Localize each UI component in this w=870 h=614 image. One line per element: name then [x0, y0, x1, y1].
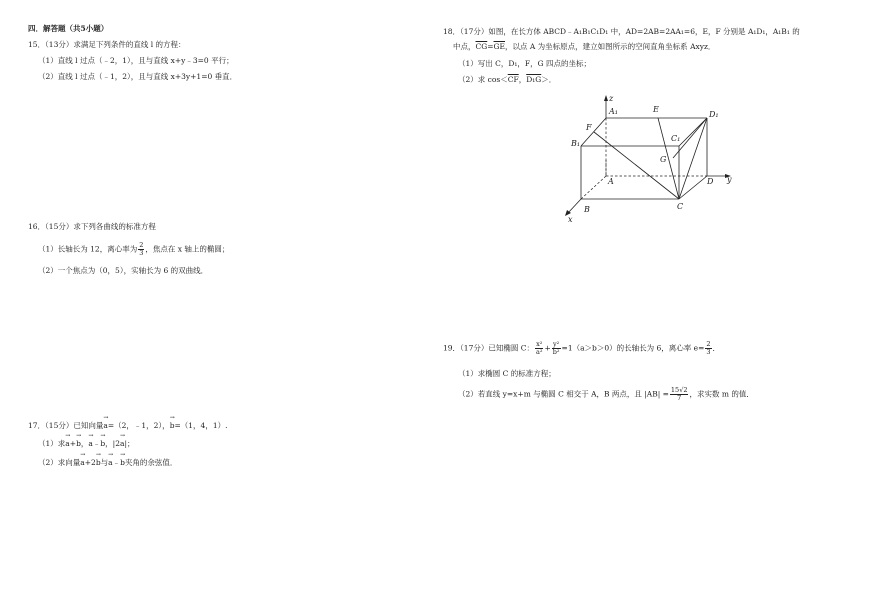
label-b: B	[584, 205, 590, 214]
text: +	[544, 343, 551, 353]
label-d: D	[707, 177, 714, 186]
vector-cg: $\overline{CG}$	[475, 42, 488, 51]
text: ．	[712, 343, 721, 353]
vector-a: → a	[120, 439, 124, 449]
q17-stem-c: =（1，4，1）.	[174, 421, 228, 430]
frac-denominator: 3	[139, 249, 144, 257]
vector-b: → b	[96, 458, 101, 468]
frac-denominator: 3	[706, 348, 711, 356]
vector-a: → a	[88, 439, 92, 449]
vector-a: → a	[108, 458, 112, 468]
q17-stem-b: =（2，﹣1，2），	[107, 421, 170, 430]
text: =	[487, 42, 494, 51]
q17-stem-a: 17．（15分）已知向量	[28, 421, 104, 430]
vector-d1g: D₁G	[526, 75, 542, 84]
text: （1）求	[38, 439, 66, 448]
edge-c1d1	[679, 118, 707, 146]
z-axis-arrow	[604, 95, 608, 101]
frac-denominator: b²	[552, 348, 560, 356]
x-axis	[568, 199, 581, 213]
edge-b1a1	[581, 118, 606, 146]
label-y: y	[727, 175, 732, 184]
vector-a: → a	[103, 421, 107, 431]
label-c: C	[677, 202, 684, 211]
q16-part2: （2）一个焦点为（0，5），实轴长为 6 的双曲线．	[38, 266, 209, 275]
q19-part1: （1）求椭圆 C 的标准方程；	[458, 369, 556, 378]
text: ﹣	[92, 439, 101, 448]
frac-numerator: x²	[536, 340, 543, 348]
q16-part1-text-a: （1）长轴长为 12，离心率为	[38, 244, 138, 254]
vector-b: → b	[76, 439, 81, 449]
q15-stem: 15．（13分）求满足下列条件的直线 l 的方程：	[28, 40, 186, 49]
label-f: F	[586, 123, 592, 132]
text: 19．（17分）已知椭圆 C：	[443, 343, 534, 353]
frac-numerator: 2	[706, 340, 711, 348]
frac-numerator: y²	[553, 340, 560, 348]
vector-cf: $\overline{CF}$	[507, 75, 519, 84]
vector-b: → b	[170, 421, 175, 431]
text: ，|2	[105, 439, 120, 448]
text: |；	[124, 439, 135, 448]
label-e: E	[653, 105, 659, 114]
frac-denominator: 7	[677, 394, 682, 402]
q19-part2	[458, 387, 754, 402]
q16-part1	[38, 242, 229, 257]
label-z: z	[609, 94, 614, 103]
text: ，求实数 m 的值．	[689, 389, 754, 399]
vector-ge: $\overline{GE}$	[493, 42, 505, 51]
text: 夹角的余弦值．	[124, 458, 178, 467]
q18-line1: 18．（17分）如图，在长方体 ABCD﹣A₁B₁C₁D₁ 中，AD=2AB=2AA₁=6，E，F 分别是 A₁D₁，A₁B₁ 的	[443, 27, 800, 36]
q18-part1: （1）写出 C，D₁，F，G 四点的坐标；	[458, 59, 591, 68]
text: +	[69, 439, 77, 448]
q16-stem: 16．（15分）求下列各曲线的标准方程	[28, 222, 156, 231]
segment-cd1	[679, 118, 707, 199]
label-c1: C₁	[671, 134, 681, 143]
q17-part2	[38, 458, 177, 468]
label-a: A	[608, 177, 614, 186]
q19-y-fraction	[552, 341, 561, 356]
cuboid-figure	[556, 92, 746, 224]
text: （2）求向量	[38, 458, 81, 467]
q18-part2	[458, 75, 556, 85]
q16-eccentricity-fraction	[138, 242, 144, 257]
label-x: x	[568, 215, 573, 224]
text: 中点，	[453, 42, 476, 51]
q19-stem	[443, 341, 720, 356]
q15-part1: （1）直线 l 过点（﹣2，1），且与直线 x+y﹣3=0 平行；	[38, 56, 234, 65]
q19-ab-fraction	[670, 387, 689, 402]
label-d1: D₁	[709, 110, 719, 119]
label-b1: B₁	[571, 139, 581, 148]
section-title: 四．解答题（共5小题）	[28, 24, 109, 33]
label-g: G	[660, 155, 667, 164]
text: ＞．	[541, 75, 557, 84]
vector-b: → b	[100, 439, 105, 449]
vector-a: → a	[65, 439, 69, 449]
text: ﹣	[112, 458, 121, 467]
text: ，以点 A 为坐标原点，建立如图所示的空间直角坐标系 Axyz．	[505, 42, 716, 51]
q19-e-fraction	[705, 341, 711, 356]
text: ，	[518, 75, 527, 84]
text: ，	[80, 439, 89, 448]
q16-part1-text-b: ，焦点在 x 轴上的椭圆；	[145, 244, 230, 254]
text: （2）若直线 y=x+m 与椭圆 C 相交于 A，B 两点，且 |AB| =	[458, 389, 669, 399]
hidden-edge-ab	[581, 176, 606, 199]
text: +2	[84, 458, 96, 467]
frac-numerator: 15√2	[670, 386, 688, 394]
q17-stem	[28, 421, 227, 431]
vector-b: → b	[120, 458, 125, 468]
q18-line2	[453, 42, 715, 52]
q17-part1	[38, 439, 135, 449]
q19-x-fraction	[535, 341, 543, 356]
text: =1（a＞b＞0）的长轴长为 6，离心率 e=	[561, 343, 705, 353]
label-a1: A₁	[609, 107, 618, 116]
vector-a: → a	[80, 458, 84, 468]
segment-cf	[594, 132, 679, 199]
frac-denominator: a²	[535, 348, 543, 356]
text: （2）求 cos＜	[458, 75, 508, 84]
text: 与	[100, 458, 109, 467]
frac-numerator: 2	[139, 241, 144, 249]
q15-part2: （2）直线 l 过点（﹣1，2），且与直线 x+3y+1=0 垂直．	[38, 72, 238, 81]
